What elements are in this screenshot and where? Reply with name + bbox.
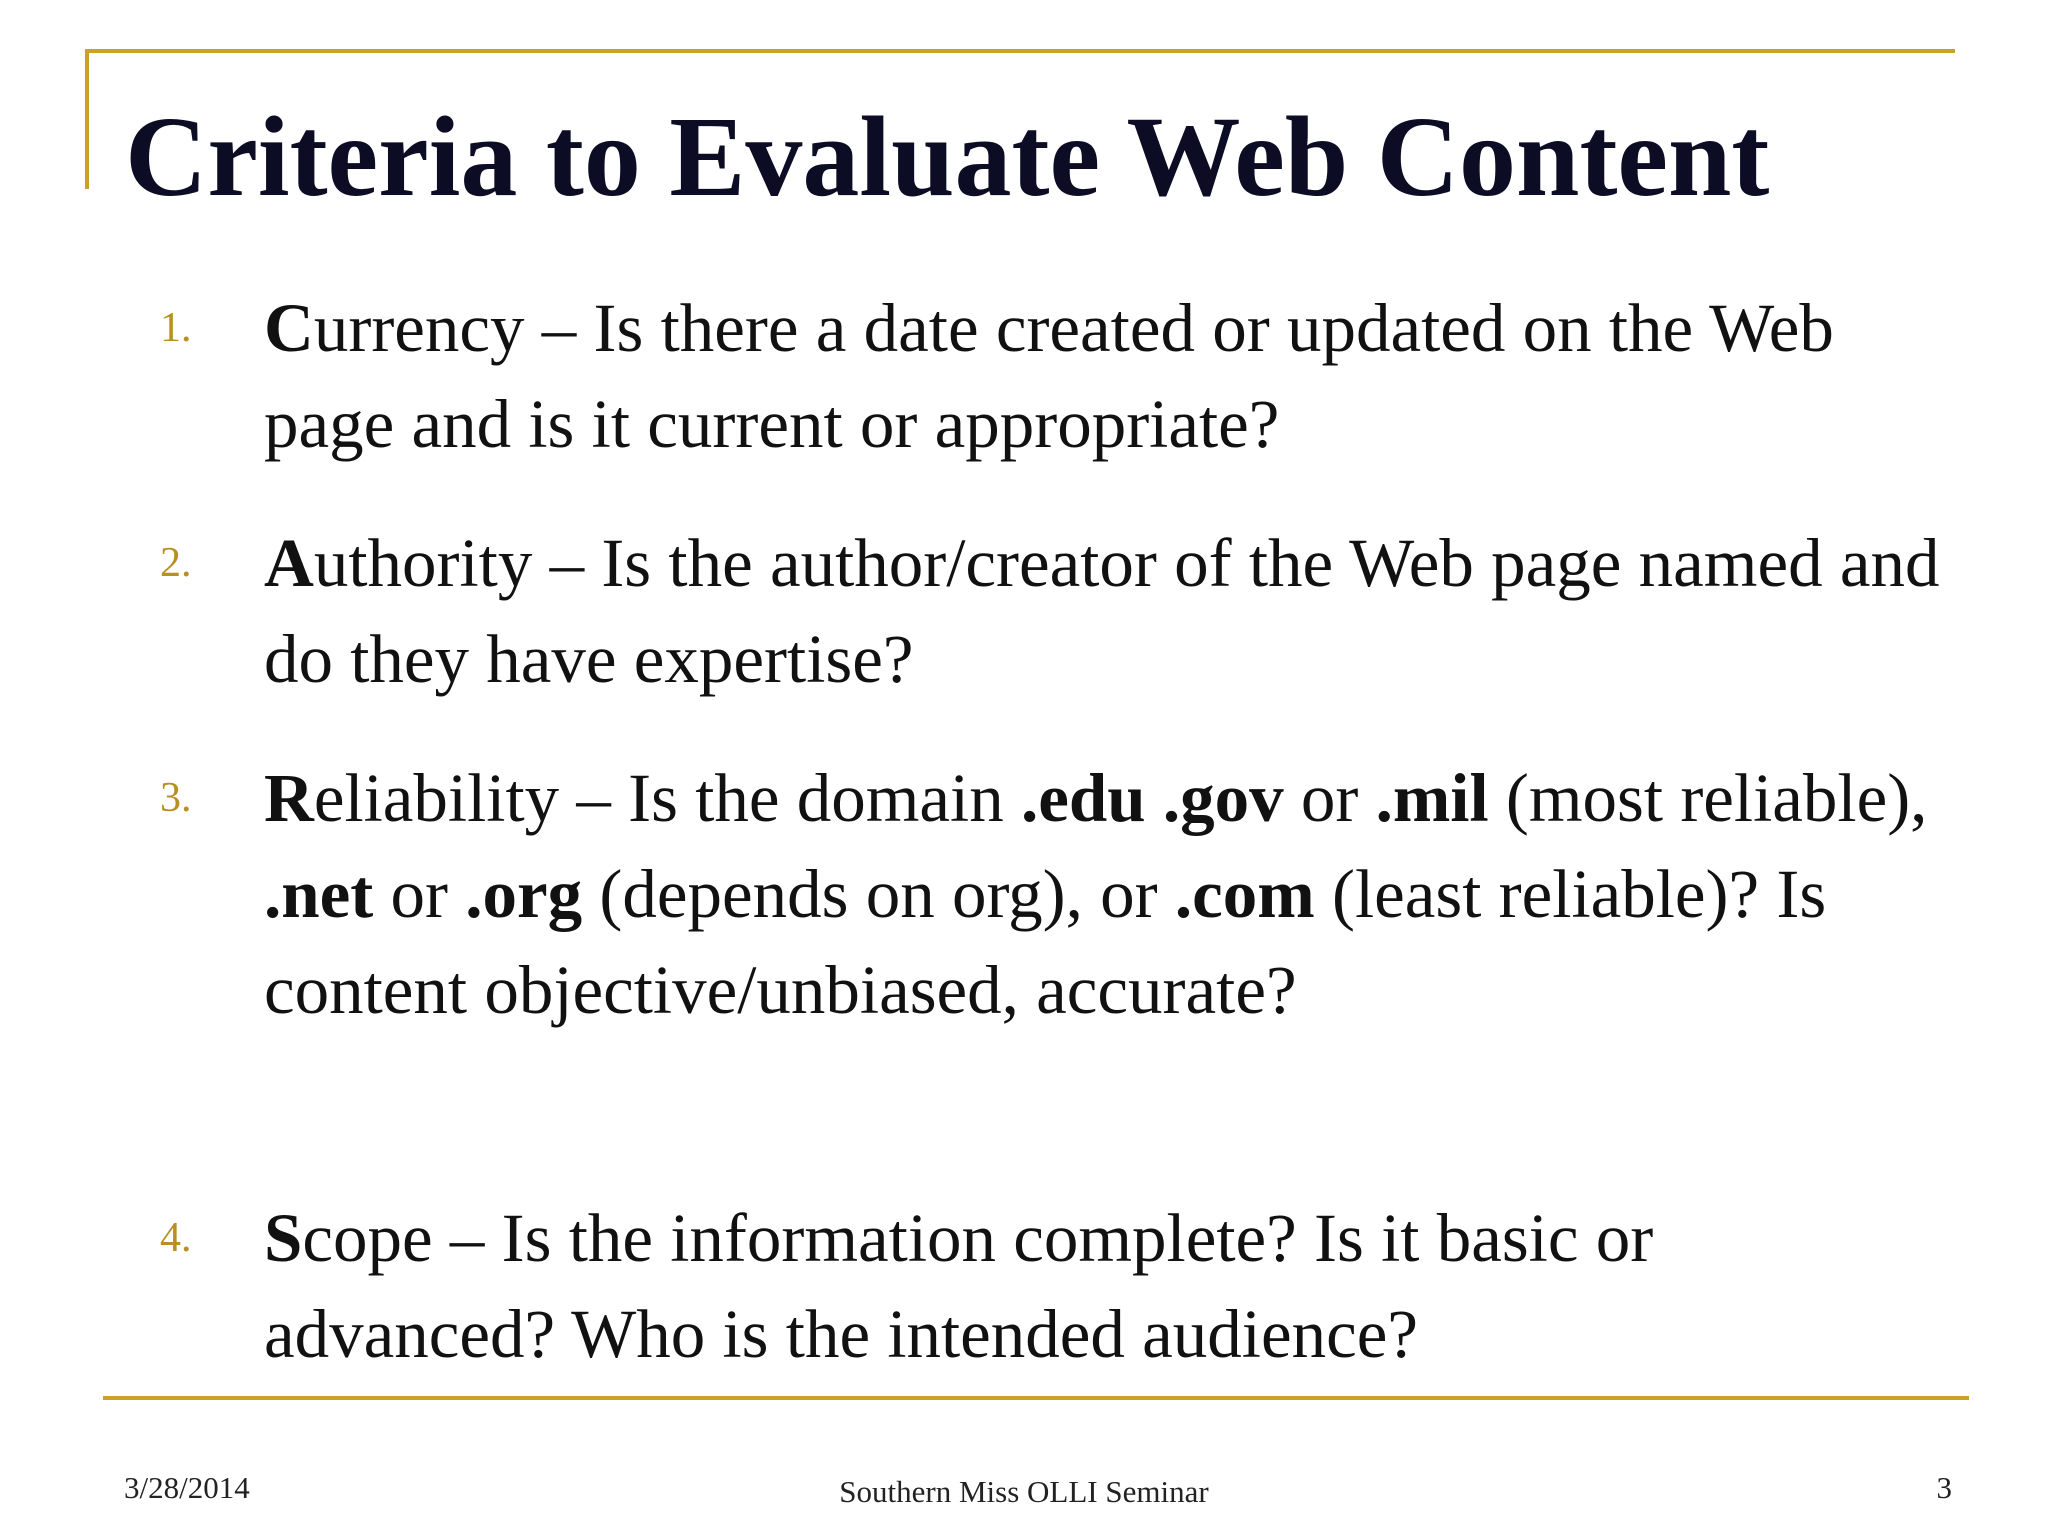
left-rule [85, 49, 89, 189]
item-body: urrency – Is there a date created or updated on the Web page and is it current or appropriate? [264, 290, 1834, 462]
top-rule [85, 49, 1955, 53]
item-body: or [1283, 760, 1376, 836]
item-lead-letter: C [264, 290, 314, 366]
item-number: 1. [160, 305, 192, 351]
domain-org: .org [465, 856, 583, 932]
footer-title: Southern Miss OLLI Seminar [839, 1474, 1209, 1509]
item-body: (depends on org), or [582, 856, 1175, 932]
item-text [264, 280, 1944, 472]
item-text [264, 515, 1944, 707]
item-number: 2. [160, 540, 192, 586]
slide-title: Criteria to Evaluate Web Content [125, 93, 1770, 220]
item-text [264, 750, 1944, 1038]
item-body: (most reliable), [1488, 760, 1928, 836]
item-body: cope – Is the information complete? Is it basic or advanced? Who is the intended audience? [264, 1200, 1654, 1372]
page-number: 3 [1936, 1470, 1952, 1505]
domain-gov: .gov [1162, 760, 1284, 836]
item-lead-letter: S [264, 1200, 303, 1276]
footer-date: 3/28/2014 [124, 1470, 250, 1505]
item-body: (least reliable)? Is content objective/unbiased, accurate? [264, 856, 1827, 1028]
item-number: 4. [160, 1215, 192, 1261]
item-lead-letter: R [264, 760, 314, 836]
domain-edu: .edu [1020, 760, 1146, 836]
domain-com: .com [1174, 856, 1315, 932]
item-text [264, 1190, 1944, 1382]
item-body: uthority – Is the author/creator of the Web page named and do they have expertise? [264, 525, 1940, 697]
domain-net: .net [264, 856, 374, 932]
bottom-rule [103, 1396, 1969, 1400]
item-number: 3. [160, 775, 192, 821]
item-lead-letter: A [264, 525, 314, 601]
domain-mil: .mil [1375, 760, 1489, 836]
item-body: eliability – Is the domain [313, 760, 1021, 836]
item-body [1146, 760, 1163, 836]
item-body: or [373, 856, 466, 932]
